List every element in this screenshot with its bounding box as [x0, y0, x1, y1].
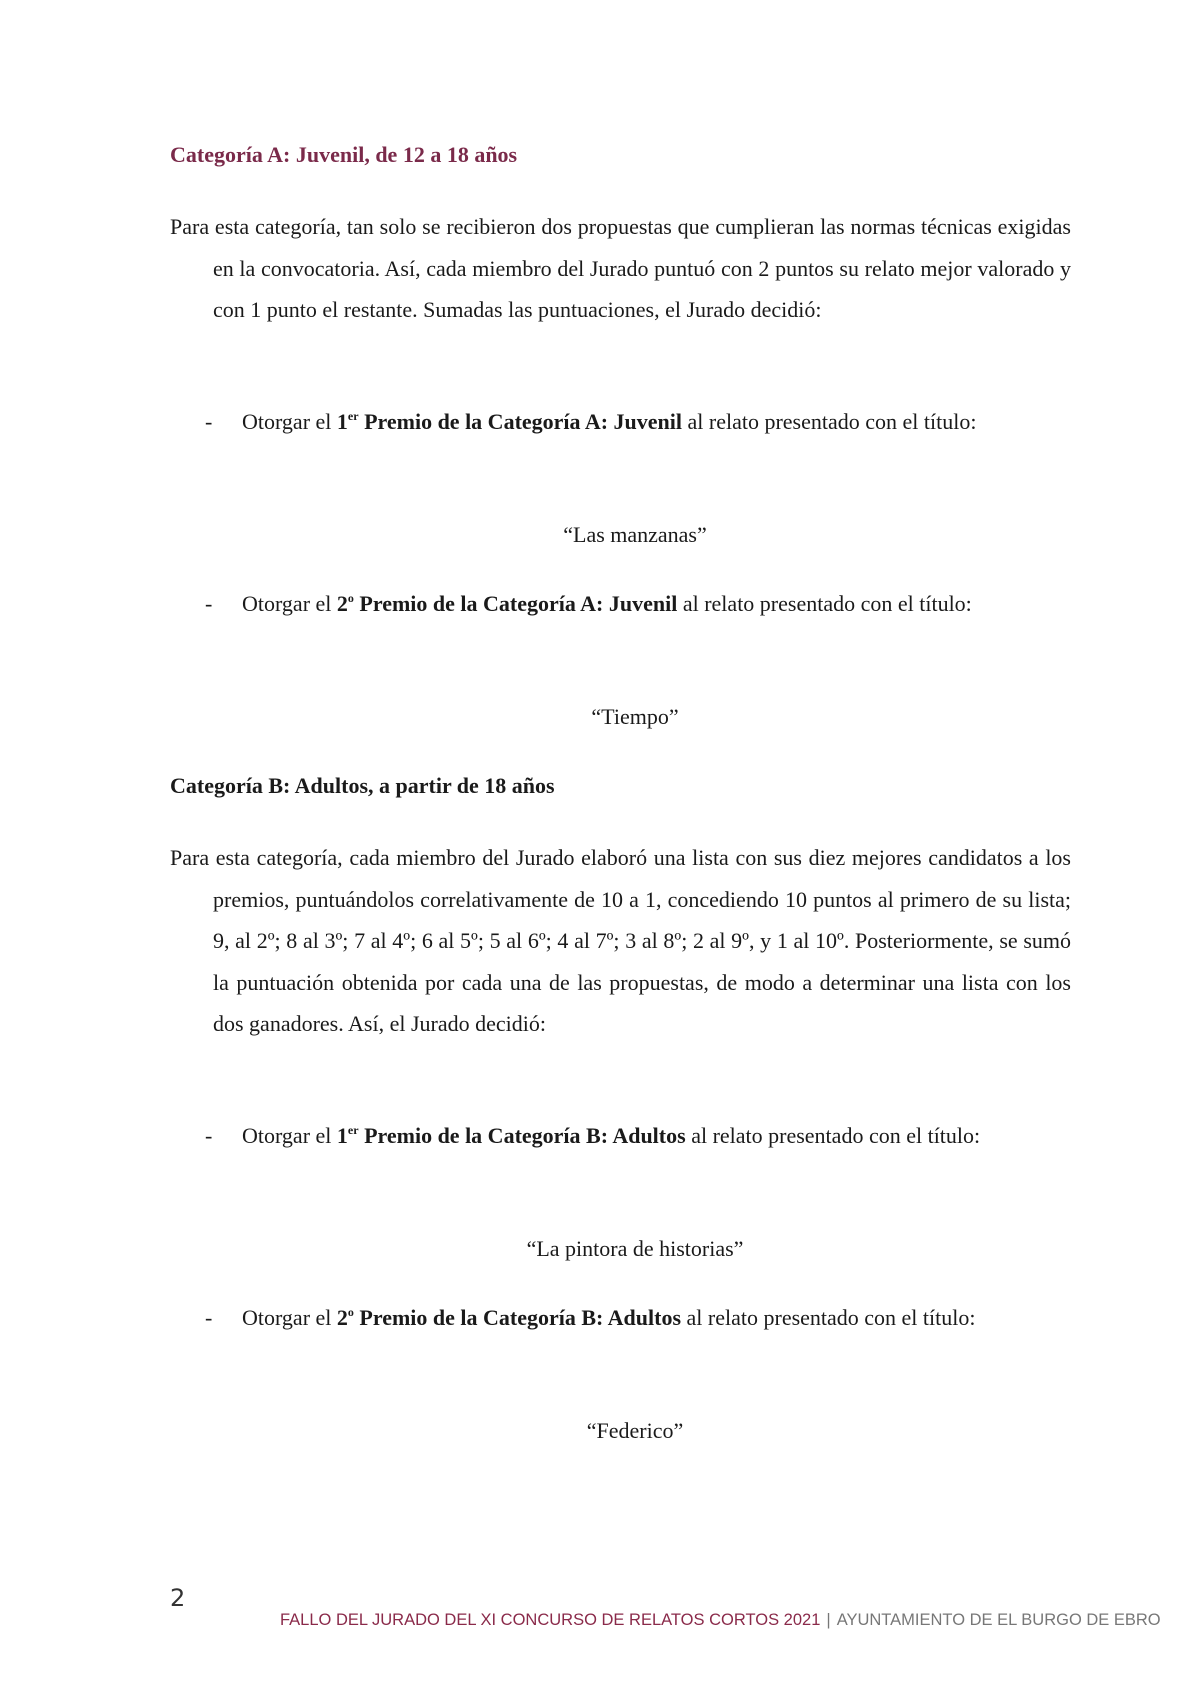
story-title: “La pintora de historias”	[526, 1236, 744, 1261]
award-name: Premio de la Categoría A: Juvenil	[358, 409, 682, 434]
award-outro: al relato presentado con el título:	[682, 409, 977, 434]
award-outro: al relato presentado con el título:	[685, 1123, 981, 1148]
page-footer	[280, 1611, 1161, 1630]
award-rank-suffix: o	[347, 591, 354, 605]
story-title: “Federico”	[586, 1418, 684, 1443]
list-dash: -	[205, 591, 213, 616]
award-item	[205, 401, 1028, 443]
footer-document-title: FALLO DEL JURADO DEL XI CONCURSO DE RELATOS CORTOS 2021	[280, 1611, 821, 1629]
award-intro: Otorgar el	[242, 591, 337, 616]
section-a-heading: Categoría A: Juvenil, de 12 a 18 años	[170, 142, 518, 167]
award-intro: Otorgar el	[242, 1305, 337, 1330]
story-title: “Las manzanas”	[563, 522, 707, 547]
award-name: Premio de la Categoría B: Adultos	[358, 1123, 686, 1148]
award-rank: 2	[336, 591, 348, 616]
award-outro: al relato presentado con el título:	[677, 591, 972, 616]
award-item	[205, 583, 1028, 625]
award-rank: 1	[336, 1123, 348, 1148]
list-dash: -	[205, 1305, 213, 1330]
award-rank-suffix: o	[347, 1305, 354, 1319]
footer-organization: AYUNTAMIENTO DE EL BURGO DE EBRO	[836, 1611, 1161, 1629]
award-rank-suffix: er	[347, 1123, 359, 1137]
award-text	[242, 401, 1028, 443]
award-rank: 2	[336, 1305, 348, 1330]
award-name: Premio de la Categoría B: Adultos	[353, 1305, 682, 1330]
story-title: “Tiempo”	[591, 704, 679, 729]
award-intro: Otorgar el	[242, 409, 337, 434]
section-b-paragraph: Para esta categoría, cada miembro del Jurado elaboró una lista con sus diez mejores candidatos a los premios, puntuándolos correlativamente de 10 a 1, concediendo 10 puntos al primero de su lista; 9, al 2º; 8 al 3º; 7 al 4º; 6 al 5º; 5 al 6º; 4 al 7º; 3 al 8º; 2 al 9º, y 1 al 10º. Posteriormente, se sumó la puntuación obtenida por cada una de las propuestas, de modo a determinar una lista con los dos ganadores. Así, el Jurado decidió:	[170, 845, 1071, 1036]
section-a-paragraph: Para esta categoría, tan solo se recibieron dos propuestas que cumplieran las normas técnicas exigidas en la convocatoria. Así, cada miembro del Jurado puntuó con 2 puntos su relato mejor valorado y con 1 punto el restante. Sumadas las puntuaciones, el Jurado decidió:	[170, 214, 1071, 322]
award-name: Premio de la Categoría A: Juvenil	[353, 591, 678, 616]
award-item	[205, 1297, 1028, 1339]
footer-separator: |	[826, 1611, 831, 1629]
award-intro: Otorgar el	[242, 1123, 337, 1148]
award-text	[242, 1297, 1028, 1339]
award-outro: al relato presentado con el título:	[681, 1305, 976, 1330]
award-item	[205, 1115, 1028, 1157]
award-rank-suffix: er	[347, 409, 359, 423]
award-text	[242, 583, 1028, 625]
page-number: 2	[170, 1584, 186, 1612]
award-text	[242, 1115, 1028, 1157]
list-dash: -	[205, 409, 213, 434]
award-rank: 1	[336, 409, 348, 434]
section-b-heading: Categoría B: Adultos, a partir de 18 años	[170, 773, 555, 798]
list-dash: -	[205, 1123, 213, 1148]
